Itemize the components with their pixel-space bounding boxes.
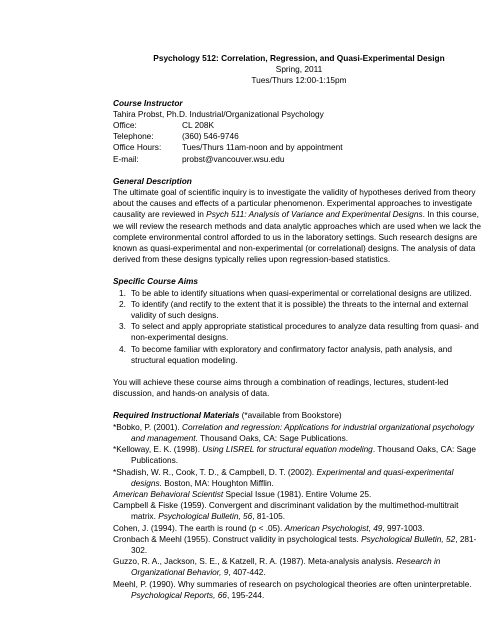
reference-text: , 281-302. [131,533,477,555]
reference-text: Guzzo, R. A., Jackson, S. E., & Katzell, R. A. (1987). Meta-analysis analysis. [113,556,397,567]
reference-text: , 81-105. [252,511,286,522]
reference-text: Cohen, J. (1994). The earth is round (p < .05). [113,522,285,533]
office-value: CL 208K [182,120,214,131]
materials-heading-note: (*available from Bookstore) [239,410,342,421]
reference-text: , 195-244. [226,589,265,600]
instructor-telephone-row [113,131,485,142]
aims-list [113,288,485,366]
description-heading: General Description [113,175,192,186]
description-course-reference: Psych 511: Analysis of Variance and Experimental Designs [206,209,423,220]
office-hours-label: Office Hours: [113,142,162,153]
course-title: Psychology 512: Correlation, Regression, and Quasi-Experimental Design [153,53,445,63]
email-value: probst@vancouver.wsu.edu [182,153,285,164]
description-text-b: . In this course, we will review the research methods and data analytic approaches which are used when we lack the complete environmental control afforded to us in the laboratory settings. Such research designs are known as quasi-experimental and non-experimental (or correlational) designs. The analysis of data derived from these designs typically relies upon regression-based statistics. [113,209,482,265]
instructor-office-row [113,120,485,131]
aim-text: To identify (and rectify to the extent that it is possible) the threats to the internal and external validity of such designs. [131,298,469,321]
aim-number: 2. [119,298,126,309]
aims-heading: Specific Course Aims [113,276,198,287]
instructor-heading: Course Instructor [113,97,183,108]
reference-title: Psychological Reports, 66 [131,589,227,600]
reference-item [113,422,485,444]
reference-text: *Bobko, P. (2001). [113,421,183,432]
aim-number: 3. [119,321,126,332]
reference-text: Special Issue (1981). Entire Volume 25. [223,488,372,499]
reference-text: *Shadish, W. R., Cook, T. D., & Campbell, D. T. (2002). [113,466,317,477]
aims-closing: You will achieve these course aims through a combination of readings, lectures, student-led discussion, and hands-on analysis of data. [113,377,449,399]
aims-list-item [113,321,485,343]
reference-item [113,579,485,601]
aims-list-item [113,288,485,299]
instructor-office-hours-row [113,142,485,153]
reference-item [113,489,485,500]
reference-item [113,523,485,534]
telephone-label: Telephone: [113,131,154,142]
reference-title: Experimental and quasi-experimental designs. [131,466,454,488]
reference-item [113,444,485,466]
materials-heading: Required Instructional Materials [113,410,240,421]
reference-title: American Psychologist, 49 [284,522,383,533]
description-text-a: The ultimate goal of scientific inquiry is to investigate the validity of hypotheses derived from theory about the causes and effects of a particular phenomenon. Experimental approaches to investigate causality are reviewed in [113,187,476,220]
reference-text: . Thousand Oaks, CA: Sage Publications. [131,444,476,466]
reference-text: Cronbach & Meehl (1955). Construct validity in psychological tests. [113,533,362,544]
reference-text: , 997-1003. [382,522,425,533]
aim-number: 4. [119,343,126,354]
telephone-value: (360) 546-9746 [182,131,239,142]
reference-item [113,534,485,556]
reference-title: Research in Organizational Behavior, 9 [131,556,441,578]
reference-title: Using LISREL for structural equation modeling [202,444,373,455]
reference-text: Campbell & Fiske (1959). Convergent and discriminant validation by the multimethod-multitrait matrix. [113,500,459,522]
reference-title: Correlation and regression: Applications for industrial organizational psychology and management. [131,421,475,443]
reference-item [113,467,485,489]
reference-text: , 407-442. [228,567,266,578]
reference-item [113,500,485,522]
document-body [113,53,485,601]
reference-text: *Kelloway, E. K. (1998). [113,444,203,455]
reference-text: Thousand Oaks, CA: Sage Publications. [197,432,349,443]
office-label: Office: [113,120,137,131]
reference-item [113,556,485,578]
email-label: E-mail: [113,153,139,164]
aims-list-item [113,299,485,321]
aim-number: 1. [119,287,126,298]
course-schedule: Tues/Thurs 12:00-1:15pm [251,75,347,86]
aims-list-item [113,344,485,366]
aim-text: To become familiar with exploratory and confirmatory factor analysis, path analysis, and structural equation modeling. [131,343,452,365]
aim-text: To select and apply appropriate statistical procedures to analyze data resulting from quasi- and non-experimental designs. [131,321,479,343]
reference-title: Psychological Bulletin, 52 [361,533,456,544]
instructor-name: Tahira Probst, Ph.D. Industrial/Organizational Psychology [113,108,324,119]
reference-title: American Behavioral Scientist [113,488,224,499]
office-hours-value: Tues/Thurs 11am-noon and by appointment [182,142,343,153]
materials-heading-line [113,410,485,421]
description-paragraph [113,187,485,265]
reference-text: Boston, MA: Houghton Mifflin. [161,477,274,488]
reference-text: Meehl, P. (1990). Why summaries of research on psychological theories are often uninterpretable. [113,578,472,589]
instructor-email-row [113,154,485,165]
course-term: Spring, 2011 [275,64,323,75]
aim-text: To be able to identify situations when quasi-experimental or correlational designs are utilized. [131,287,472,298]
reference-title: Psychological Bulletin, 56 [158,511,253,522]
